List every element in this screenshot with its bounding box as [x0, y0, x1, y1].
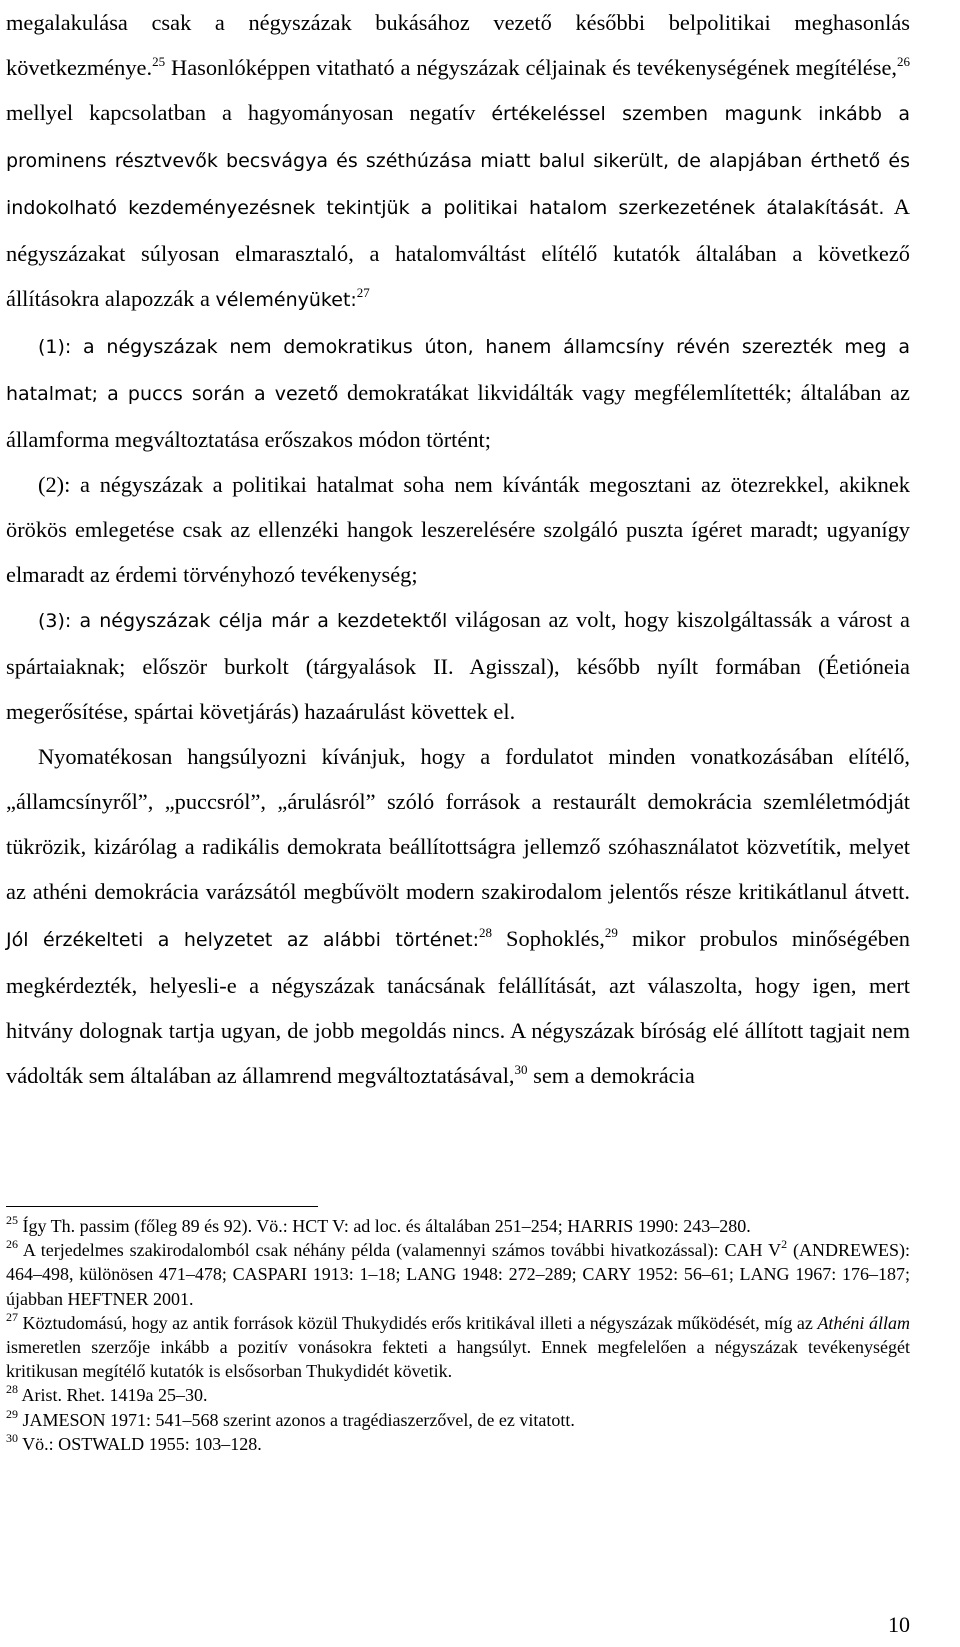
footnote-text: A terjedelmes szakirodalomból csak néhány példa (valamennyi számos további hivatkozással): CAH V [18, 1240, 782, 1261]
footnote-number: 28 [6, 1382, 18, 1397]
footnote-text: 1955: 103–128. [144, 1433, 262, 1454]
footnote-text: 1990: 243–280. [633, 1216, 751, 1236]
text-run-sans: Jól érzékelteti a helyzetet az alábbi történet: [6, 929, 479, 951]
footnote-author: ANG [750, 1264, 790, 1285]
footnote-26 [6, 1238, 910, 1311]
text-run-sans: véleményüket: [215, 289, 357, 311]
text-run: Sophoklés, [491, 926, 605, 951]
text-run-sans: (1): a négyszázak nem demokratikus úton, hanem államcsíny révén szerezték meg a hatalmat; a puccs során a vezető [6, 336, 910, 405]
footnote-ref-27[interactable]: 27 [356, 284, 370, 300]
paragraph-1 [6, 0, 910, 323]
footnote-number: 26 [6, 1237, 18, 1252]
paragraph-5 [6, 734, 910, 1098]
page-body [6, 0, 910, 1098]
footnote-author: AMESON [29, 1409, 106, 1430]
text-run: megalakulása csak a négyszázak bukásához vezető későbbi belpolitikai meghasonlás következménye. [6, 10, 910, 80]
list-item-2: (2): a négyszázak a politikai hatalmat soha nem kívánták megosztani az ötezrekkel, akiknek örökös emlegetése csak az ellenzéki hangok leszerelésére szolgáló puszta ígéret maradt; ugyanígy elmaradt az érdemi törvényhozó tevékenység; [6, 472, 910, 587]
footnote-number: 27 [6, 1309, 18, 1324]
footnote-ref-30[interactable]: 30 [514, 1061, 528, 1077]
footnote-text: 2001. [148, 1288, 194, 1309]
footnote-text: (A [787, 1240, 812, 1261]
footnote-author: ARY [594, 1264, 632, 1285]
footnote-text: 1952: 56–61; L [631, 1264, 751, 1285]
footnote-number: 30 [6, 1430, 18, 1445]
footnote-author: ARRIS [580, 1216, 634, 1236]
footnote-author: NDREWES [812, 1240, 899, 1261]
footnote-text: 1948: 272–289; C [456, 1264, 595, 1285]
footnote-ref-28[interactable]: 28 [478, 924, 492, 940]
list-item-1 [6, 323, 910, 462]
footnote-ref-26[interactable]: 26 [897, 53, 910, 69]
footnote-author: ASPARI [244, 1264, 308, 1285]
text-run: mellyel kapcsolatban a hagyományosan negatív [6, 100, 492, 125]
footnote-number: 25 [6, 1213, 18, 1227]
text-run: sem a demokrácia [527, 1063, 695, 1088]
text-run-sans: értékeléssel szemben magunk inkább a prominens résztvevők becsvágya és széthúzása miatt balul sikerült, de alapjában érthető és indokolható kezdeményezésnek tekintjük a politikai hatalom szerkezetének átalakítását. [6, 103, 910, 219]
list-item-3 [6, 597, 910, 734]
text-run: A négyszázakat súlyosan elmarasztaló, a hatalomváltást elítélő kutatók általában a következő állításokra alapozzák a [6, 194, 910, 311]
footnote-text: Vö.: O [18, 1433, 72, 1454]
footnote-number: 29 [6, 1406, 18, 1421]
footnote-25 [6, 1214, 910, 1238]
text-run: demokratákat likvidálták vagy megfélemlítették; általában az államforma megváltoztatása erőszakos módon történt; [6, 380, 910, 452]
footnote-ref-25[interactable]: 25 [152, 53, 166, 69]
footnote-29 [6, 1408, 910, 1432]
text-run-sans: (3): a négyszázak célja már a kezdetektől [38, 610, 448, 632]
footnote-text: ): 464–498, különösen 471–478; C [6, 1240, 910, 1285]
footnote-text: ismeretlen szerzője inkább a pozitív vonásokra fekteti a hangsúlyt. Ennek megfelelően a négyszázak tevékenységét kritikusan megítélő kutatók is elsősorban Thukydidét követik. [6, 1337, 910, 1382]
footnote-28 [6, 1383, 910, 1407]
page-number: 10 [888, 1612, 910, 1637]
text-run: mikor probulos minőségében megkérdezték, helyesli-e a négyszázak tanácsának felállítását, azt válaszolta, hogy igen, mert hitvány dolognak tartja ugyan, de jobb megoldás nincs. [6, 926, 910, 1043]
footnote-text: Arist. Rhet. 1419a 25–30. [18, 1385, 208, 1406]
text-run: világosan az volt, hogy kiszolgáltassák a várost a spártaiaknak; először burkolt (tárgyalások II. Agisszal), később nyílt formában (Éetióneia megerősítése, spártai követjárás) hazaárulást követtek el. [6, 607, 910, 724]
footnote-30 [6, 1432, 910, 1456]
footnote-27 [6, 1311, 910, 1384]
footnote-text: 1967: 176–187; újabban H [6, 1264, 910, 1309]
footnote-author: ANG [417, 1264, 457, 1285]
footnotes [6, 1214, 910, 1456]
text-run: Nyomatékosan hangsúlyozni kívánjuk, hogy a fordulatot minden vonatkozásában elítélő, „államcsínyről”, „puccsról”, „árulásról” szóló források a restaurált demokrácia szemléletmódját tükrözik, kizárólag a radikális demokrata beállítottságra jellemző szóhasználatot közvetítik, melyet az athéni demokrácia varázsától megbűvölt modern szakirodalom jelentős része kritikátlanul átvett. [6, 744, 910, 904]
footnote-text: Így Th. passim (főleg 89 és 92). Vö.: HCT V: ad loc. és általában 251–254; H [18, 1216, 581, 1236]
footnote-title: Athéni állam [817, 1312, 910, 1333]
footnote-text: 1971: 541–568 szerint azonos a tragédiaszerzővel, de ez vitatott. [105, 1409, 575, 1430]
footnote-separator [6, 1206, 318, 1207]
footnote-ref-29[interactable]: 29 [604, 924, 618, 940]
footnote-text: Köztudomású, hogy az antik források közül Thukydidés erős kritikával illeti a négyszázak működését, míg az [18, 1312, 818, 1333]
main-text [6, 0, 910, 1098]
footnote-text: J [18, 1409, 30, 1430]
text-run: A négyszázak bíróság elé állított tagjait nem vádolták sem általában az államrend megváltoztatásával, [6, 1018, 910, 1088]
footnote-author: EFTNER [80, 1288, 149, 1309]
footnote-text: 1913: 1–18; L [307, 1264, 418, 1285]
footnote-author: STWALD [71, 1433, 145, 1454]
edition-superscript: 2 [781, 1237, 788, 1252]
text-run: Hasonlóképpen vitatható a négyszázak céljainak és tevékenységének megítélése, [165, 55, 897, 80]
